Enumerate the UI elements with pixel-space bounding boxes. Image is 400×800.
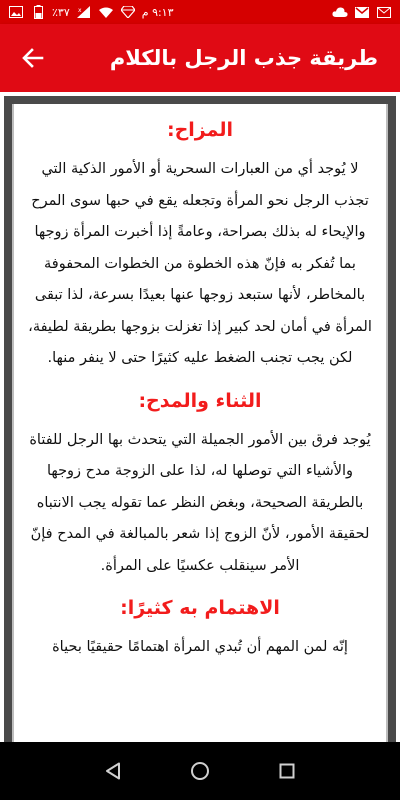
page-title: طريقة جذب الرجل بالكلام — [109, 46, 378, 70]
svg-text:x: x — [78, 7, 82, 14]
nav-back-button[interactable] — [98, 756, 128, 786]
section-heading-joking: المزاح: — [166, 119, 233, 141]
nav-home-button[interactable] — [185, 756, 215, 786]
gallery-icon — [8, 5, 24, 19]
cloud-icon — [332, 5, 348, 19]
battery-icon — [30, 5, 46, 19]
section-body-care: إنّه لمن المهم أن تُبدي المرأة اهتمامًا حقيقيًا بحياة — [52, 639, 348, 655]
navigation-bar — [0, 742, 400, 800]
status-left-group — [8, 5, 174, 19]
home-circle-icon — [190, 761, 210, 781]
signal-icon — [76, 5, 92, 19]
status-bar — [0, 0, 400, 24]
nav-recents-button[interactable] — [272, 756, 302, 786]
app-bar — [0, 24, 400, 92]
status-right-group — [332, 5, 392, 19]
mail-icon — [376, 5, 392, 19]
section-heading-praise: الثناء والمدح: — [138, 389, 262, 412]
article-frame — [4, 96, 396, 756]
section-body-joking: لا يُوجد أي من العبارات السحرية أو الأمور الذكية التي تجذب الرجل نحو المرأة وتجعله يقع في حبها سوى المرح والإيحاء له بذلك بصراحة، وعامةً إذا أخبرت المرأة زوجها بما تُفكر به فإنّ هذه الخطوة من الخطوات المحفوفة بالمخاطر، لأنها ستبعد زوجها عنها بعيدًا بسرعة، لذا تبقى المرأة في أمان لحد كبير إذا تغزلت بزوجها بطريقة لطيفة، لكن يجب تجنب الضغط عليه كثيرًا حتى لا ينفر منها. — [28, 161, 372, 366]
battery-percent: ٣٧٪ — [52, 5, 70, 19]
article-scroll[interactable] — [12, 104, 388, 748]
gmail-icon — [354, 5, 370, 19]
section-body-praise: يُوجد فرق بين الأمور الجميلة التي يتحدث بها الرجل للفتاة والأشياء التي توصلها له، لذا على الزوجة مدح زوجها بالطريقة الصحيحة، وبغض النظر عما تقوله يجب الانتباه لحقيقة الأمور، لأنّ الزوج إذا شعر بالمبالغة في المدح فإنّ الأمر سينقلب عكسيًا على المرأة. — [29, 431, 371, 574]
diamond-icon — [120, 5, 136, 19]
back-button[interactable] — [16, 41, 50, 75]
section-heading-care: الاهتمام به كثيرًا: — [120, 597, 280, 619]
wifi-icon — [98, 5, 114, 19]
recents-square-icon — [279, 763, 295, 779]
arrow-back-icon — [22, 47, 44, 69]
back-triangle-icon — [105, 762, 121, 780]
content-frame — [0, 92, 400, 742]
status-time: ٩:١٣ م — [141, 5, 174, 19]
